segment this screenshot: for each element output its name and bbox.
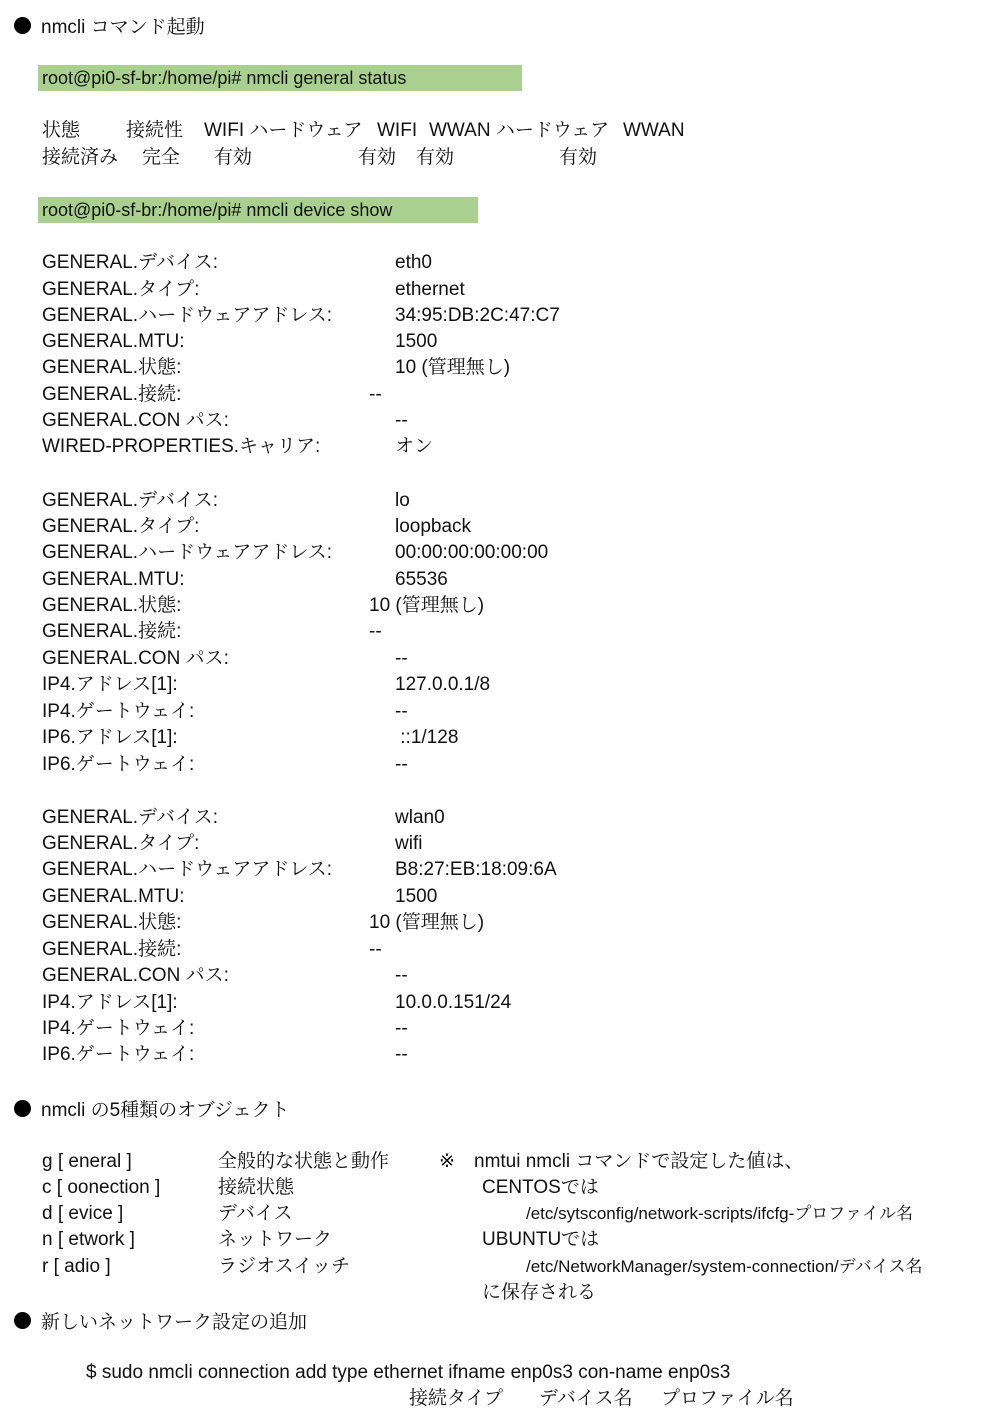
- row-key: GENERAL.タイプ:: [42, 279, 200, 300]
- note-centos-path: /etc/sytsconfig/network-scripts/ifcfg-プロファイル名: [526, 1204, 913, 1223]
- row-value: オン: [395, 436, 434, 457]
- bullet-icon: [14, 1312, 31, 1329]
- heading-text: nmcli の5種類のオブジェクト: [41, 1099, 290, 1121]
- row-key: GENERAL.接続:: [42, 621, 182, 642]
- header-state: 状態: [42, 120, 81, 141]
- row-key: GENERAL.接続:: [42, 939, 182, 960]
- row-key: IP4.ゲートウェイ:: [42, 701, 195, 722]
- heading-text: 新しいネットワーク設定の追加: [41, 1311, 308, 1333]
- row-key: IP6.アドレス[1]:: [42, 727, 178, 748]
- row-value: wlan0: [395, 807, 445, 828]
- row-value: 10 (管理無し): [369, 912, 485, 933]
- row-value: B8:27:EB:18:09:6A: [395, 859, 557, 880]
- section-heading-add: [14, 1307, 307, 1333]
- row-value: --: [369, 384, 382, 405]
- row-value: wifi: [395, 833, 423, 854]
- row-key: GENERAL.ハードウェアアドレス:: [42, 305, 333, 326]
- value-connectivity: 完全: [142, 147, 181, 168]
- row-value: eth0: [395, 252, 432, 273]
- row-value: 34:95:DB:2C:47:C7: [395, 305, 560, 326]
- row-key: GENERAL.デバイス:: [42, 252, 219, 273]
- object-desc: ラジオスイッチ: [218, 1256, 351, 1277]
- section-heading-objects: [14, 1095, 289, 1121]
- row-key: GENERAL.状態:: [42, 595, 182, 616]
- row-key: GENERAL.CON パス:: [42, 648, 229, 669]
- row-key: GENERAL.CON パス:: [42, 410, 229, 431]
- header-wifi: WIFI: [377, 120, 418, 141]
- row-value: 1500: [395, 331, 438, 352]
- row-key: IP4.アドレス[1]:: [42, 674, 178, 695]
- row-value: 10.0.0.151/24: [395, 992, 512, 1013]
- bullet-icon: [14, 1100, 31, 1117]
- row-value: --: [395, 410, 408, 431]
- header-wifi-hw: WIFI ハードウェア: [204, 120, 363, 141]
- row-key: GENERAL.タイプ:: [42, 833, 200, 854]
- value-wifi-hw: 有効: [214, 147, 253, 168]
- row-value: 10 (管理無し): [395, 357, 511, 378]
- header-wwan-hw: WWAN ハードウェア: [429, 120, 610, 141]
- row-value: ethernet: [395, 279, 465, 300]
- header-wwan: WWAN: [623, 120, 685, 141]
- header-connectivity: 接続性: [126, 120, 184, 141]
- row-value: 00:00:00:00:00:00: [395, 542, 549, 563]
- note-saved: に保存される: [482, 1282, 597, 1303]
- row-key: GENERAL.MTU:: [42, 331, 185, 352]
- note-ubuntu-path: /etc/NetworkManager/system-connection/デバイス名: [526, 1257, 923, 1276]
- annotation-device-name: デバイス名: [539, 1388, 633, 1409]
- value-wifi: 有効: [358, 147, 397, 168]
- add-connection-command: $ sudo nmcli connection add type ethernet ifname enp0s3 con-name enp0s3: [86, 1362, 731, 1383]
- row-key: GENERAL.接続:: [42, 384, 182, 405]
- row-value: 10 (管理無し): [369, 595, 485, 616]
- object-name: r [ adio ]: [42, 1256, 111, 1277]
- row-value: --: [395, 1018, 408, 1039]
- row-key: GENERAL.状態:: [42, 357, 182, 378]
- heading-text: nmcli コマンド起動: [41, 16, 205, 38]
- value-wwan-hw: 有効: [416, 147, 455, 168]
- command-general-status: root@pi0-sf-br:/home/pi# nmcli general status: [38, 65, 522, 91]
- row-value: --: [395, 701, 408, 722]
- row-key: GENERAL.状態:: [42, 912, 182, 933]
- object-desc: デバイス: [218, 1203, 293, 1224]
- note-ubuntu-label: UBUNTUでは: [482, 1229, 600, 1250]
- object-desc: 全般的な状態と動作: [218, 1151, 390, 1172]
- value-wwan: 有効: [559, 147, 598, 168]
- object-name: d [ evice ]: [42, 1203, 124, 1224]
- row-value: ::1/128: [395, 727, 459, 748]
- annotation-profile-name: プロファイル名: [661, 1388, 794, 1409]
- row-key: GENERAL.MTU:: [42, 569, 185, 590]
- row-key: GENERAL.MTU:: [42, 886, 185, 907]
- row-value: 127.0.0.1/8: [395, 674, 491, 695]
- row-value: --: [395, 1044, 408, 1065]
- row-key: IP6.ゲートウェイ:: [42, 754, 195, 775]
- row-value: --: [369, 621, 382, 642]
- row-value: --: [395, 648, 408, 669]
- object-name: n [ etwork ]: [42, 1229, 135, 1250]
- row-value: 65536: [395, 569, 448, 590]
- bullet-icon: [14, 17, 31, 34]
- row-key: GENERAL.ハードウェアアドレス:: [42, 859, 333, 880]
- row-key: WIRED-PROPERTIES.キャリア:: [42, 436, 321, 457]
- value-state: 接続済み: [42, 147, 119, 168]
- row-key: GENERAL.CON パス:: [42, 965, 229, 986]
- object-desc: ネットワーク: [218, 1229, 333, 1250]
- row-key: GENERAL.ハードウェアアドレス:: [42, 542, 333, 563]
- row-value: lo: [395, 490, 410, 511]
- row-key: IP4.ゲートウェイ:: [42, 1018, 195, 1039]
- object-desc: 接続状態: [218, 1177, 295, 1198]
- section-heading-startup: [14, 12, 205, 38]
- command-device-show: root@pi0-sf-br:/home/pi# nmcli device show: [38, 197, 478, 223]
- row-value: 1500: [395, 886, 438, 907]
- row-value: --: [395, 965, 408, 986]
- row-key: GENERAL.デバイス:: [42, 807, 219, 828]
- row-value: --: [369, 939, 382, 960]
- row-key: IP6.ゲートウェイ:: [42, 1044, 195, 1065]
- row-value: loopback: [395, 516, 472, 537]
- reference-mark-icon: ※: [439, 1151, 455, 1172]
- note-centos-label: CENTOSでは: [482, 1177, 599, 1198]
- annotation-connection-type: 接続タイプ: [409, 1388, 504, 1409]
- object-name: g [ eneral ]: [42, 1151, 132, 1172]
- row-key: GENERAL.タイプ:: [42, 516, 200, 537]
- row-key: GENERAL.デバイス:: [42, 490, 219, 511]
- row-value: --: [395, 754, 408, 775]
- note-line1: nmtui nmcli コマンドで設定した値は、: [474, 1151, 804, 1172]
- row-key: IP4.アドレス[1]:: [42, 992, 178, 1013]
- object-name: c [ oonection ]: [42, 1177, 161, 1198]
